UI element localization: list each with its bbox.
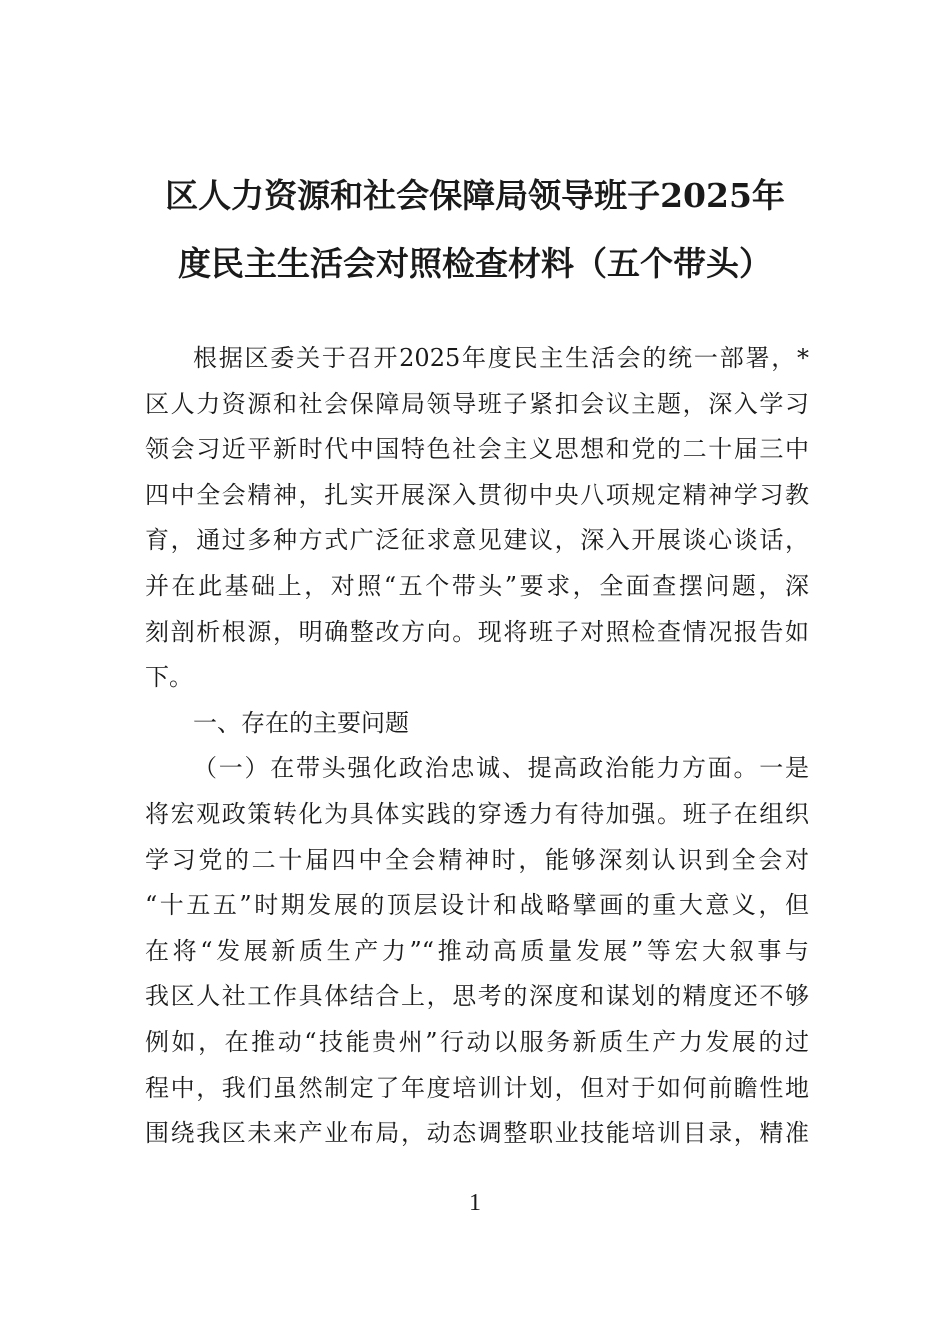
section-heading: 一、存在的主要问题 bbox=[193, 708, 409, 737]
intro-line: 四中全会精神，扎实开展深入贯彻中央八项规定精神学习教 bbox=[145, 480, 809, 509]
title-line-2: 度民主生活会对照检查材料（五个带头） bbox=[178, 244, 772, 283]
intro-line: 下。 bbox=[145, 663, 193, 692]
subsection-line: 例如，在推动“技能贵州”行动以服务新质生产力发展的过 bbox=[145, 1027, 809, 1056]
intro-line: 区人力资源和社会保障局领导班子紧扣会议主题，深入学习 bbox=[145, 389, 809, 418]
subsection-line: 将宏观政策转化为具体实践的穿透力有待加强。班子在组织 bbox=[145, 799, 809, 828]
subsection-line: 我区人社工作具体结合上，思考的深度和谋划的精度还不够 bbox=[145, 982, 809, 1011]
subsection-line: “十五五”时期发展的顶层设计和战略擘画的重大意义，但 bbox=[145, 891, 809, 920]
subsection-line: 围绕我区未来产业布局，动态调整职业技能培训目录，精准 bbox=[145, 1119, 809, 1148]
intro-line: 刻剖析根源，明确整改方向。现将班子对照检查情况报告如 bbox=[145, 617, 809, 646]
subsection-line: 程中，我们虽然制定了年度培训计划，但对于如何前瞻性地 bbox=[145, 1073, 809, 1102]
intro-line: 根据区委关于召开2025年度民主生活会的统一部署，* bbox=[193, 344, 809, 372]
document-title bbox=[120, 162, 830, 298]
intro-line: 育，通过多种方式广泛征求意见建议，深入开展谈心谈话， bbox=[145, 526, 809, 555]
title-line-1: 区人力资源和社会保障局领导班子2025年 bbox=[165, 176, 785, 215]
subsection-line: 学习党的二十届四中全会精神时，能够深刻认识到全会对 bbox=[145, 845, 809, 874]
subsection-line: 在将“发展新质生产力”“推动高质量发展”等宏大叙事与 bbox=[145, 936, 809, 965]
intro-line: 领会习近平新时代中国特色社会主义思想和党的二十届三中 bbox=[145, 435, 809, 464]
page-number: 1 bbox=[469, 1190, 481, 1216]
intro-line: 并在此基础上，对照“五个带头”要求，全面查摆问题，深 bbox=[145, 571, 809, 600]
subsection-line: （一）在带头强化政治忠诚、提高政治能力方面。一是 bbox=[193, 754, 809, 783]
document-body bbox=[145, 336, 809, 1157]
